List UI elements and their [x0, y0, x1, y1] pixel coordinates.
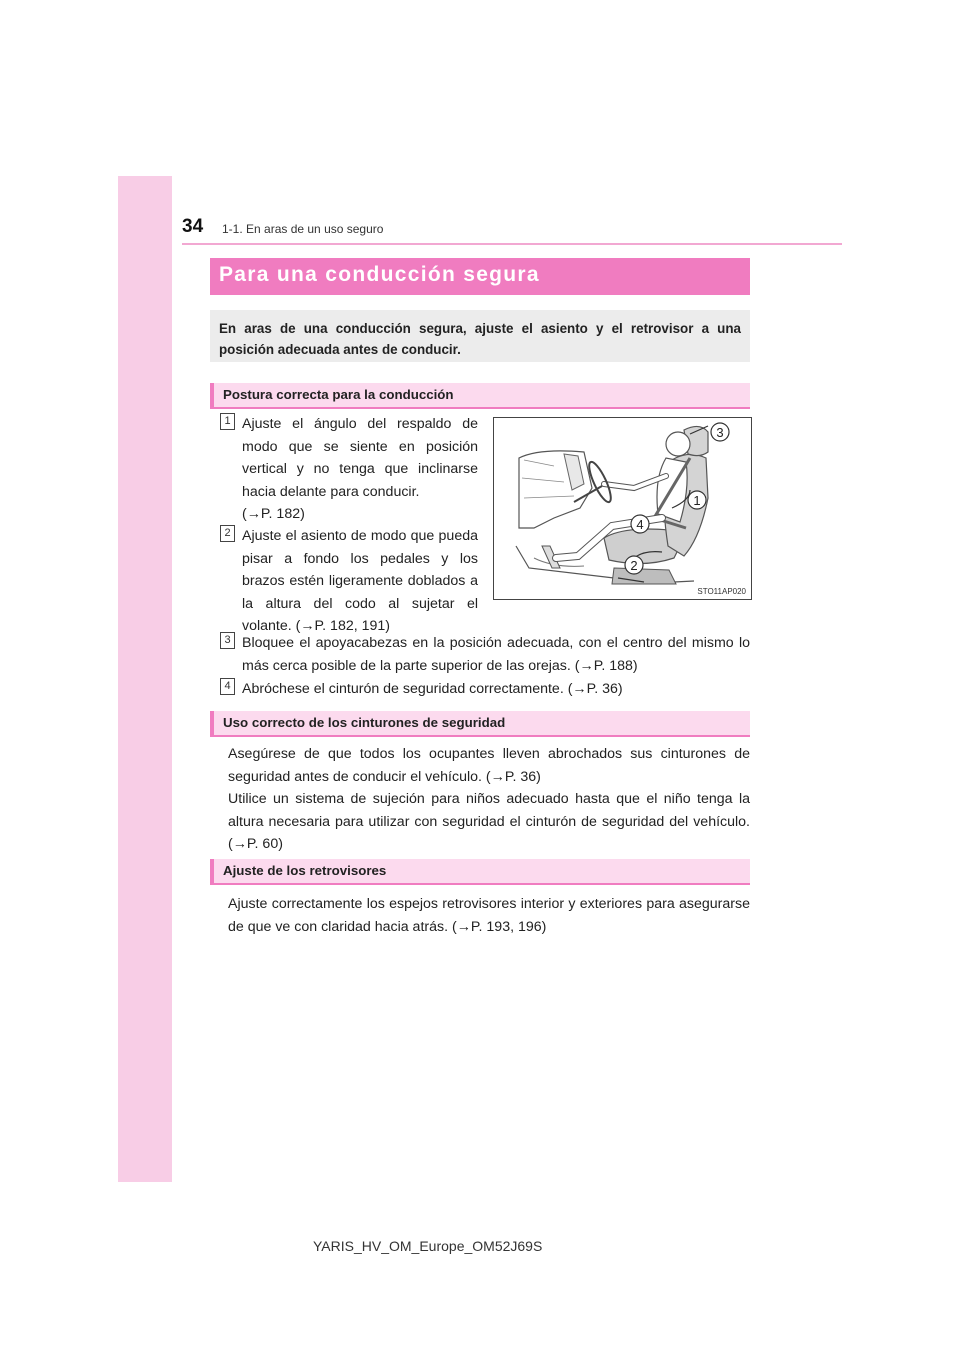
- mirrors-paragraph: Ajuste correctamente los espejos retrovisores interior y exteriores para asegurarse de que ve con claridad hacia atrás. (→P. 193, 196): [228, 896, 750, 935]
- document-footer: YARIS_HV_OM_Europe_OM52J69S: [313, 1238, 543, 1254]
- seatbelts-paragraph-2: Utilice un sistema de sujeción para niños adecuado hasta que el niño tenga la altura necesaria para utilizar con seguridad el cinturón de seguridad del vehículo. (→P. 60): [228, 791, 750, 852]
- callout-3: [711, 423, 729, 441]
- posture-item-1-ref: (→P. 182): [242, 506, 305, 522]
- page-number: 34: [182, 216, 204, 237]
- svg-text:3: 3: [716, 425, 724, 440]
- page-title-bar: [210, 258, 750, 295]
- callout-4: [631, 515, 649, 533]
- posture-item-1-text: Ajuste el ángulo del respaldo de modo que se siente en posición vertical y no tenga que inclinarse hacia delante para conducir.: [242, 416, 478, 500]
- page-title: Para una conducción segura: [219, 263, 540, 286]
- driving-posture-drawing: [494, 418, 751, 599]
- svg-text:2: 2: [630, 558, 638, 573]
- subheading-posture: [210, 383, 750, 409]
- subheading-posture-label: Postura correcta para la conducción: [223, 387, 454, 402]
- posture-item-1: [242, 413, 478, 526]
- seatbelts-paragraph-1: Asegúrese de que todos los ocupantes lleven abrochados sus cinturones de seguridad antes de conducir el vehículo. (→P. 36): [228, 746, 750, 785]
- driving-posture-illustration: [493, 417, 752, 600]
- section-header: 1-1. En aras de un uso seguro: [222, 222, 384, 236]
- item-number-2: 2: [220, 525, 235, 542]
- item-number-3: 3: [220, 632, 235, 649]
- svg-text:1: 1: [693, 493, 701, 508]
- callout-2: [625, 556, 643, 574]
- subheading-seatbelts-label: Uso correcto de los cinturones de seguridad: [223, 715, 506, 730]
- figure-code: STO11AP020: [697, 587, 746, 596]
- intro-box: [210, 310, 750, 362]
- posture-item-2: Ajuste el asiento de modo que pueda pisar a fondo los pedales y los brazos estén ligeramente doblados a la altura del codo al sujetar el volante. (→P. 182, 191): [242, 528, 478, 634]
- posture-item-4: Abróchese el cinturón de seguridad correctamente. (→P. 36): [242, 681, 623, 697]
- callout-1: [688, 491, 706, 509]
- svg-text:4: 4: [636, 517, 644, 532]
- side-tab-strip: [118, 176, 172, 1182]
- header-divider: [182, 243, 842, 245]
- subheading-mirrors-label: Ajuste de los retrovisores: [223, 863, 387, 878]
- item-number-1: 1: [220, 413, 235, 430]
- subheading-seatbelts: [210, 711, 750, 737]
- item-number-4: 4: [220, 678, 235, 695]
- posture-item-3: Bloquee el apoyacabezas en la posición adecuada, con el centro del mismo lo más cerca posible de la parte superior de las orejas. (→P. 188): [242, 635, 750, 674]
- subheading-mirrors: [210, 859, 750, 885]
- intro-text: En aras de una conducción segura, ajuste el asiento y el retrovisor a una posición adecuada antes de conducir.: [219, 321, 741, 357]
